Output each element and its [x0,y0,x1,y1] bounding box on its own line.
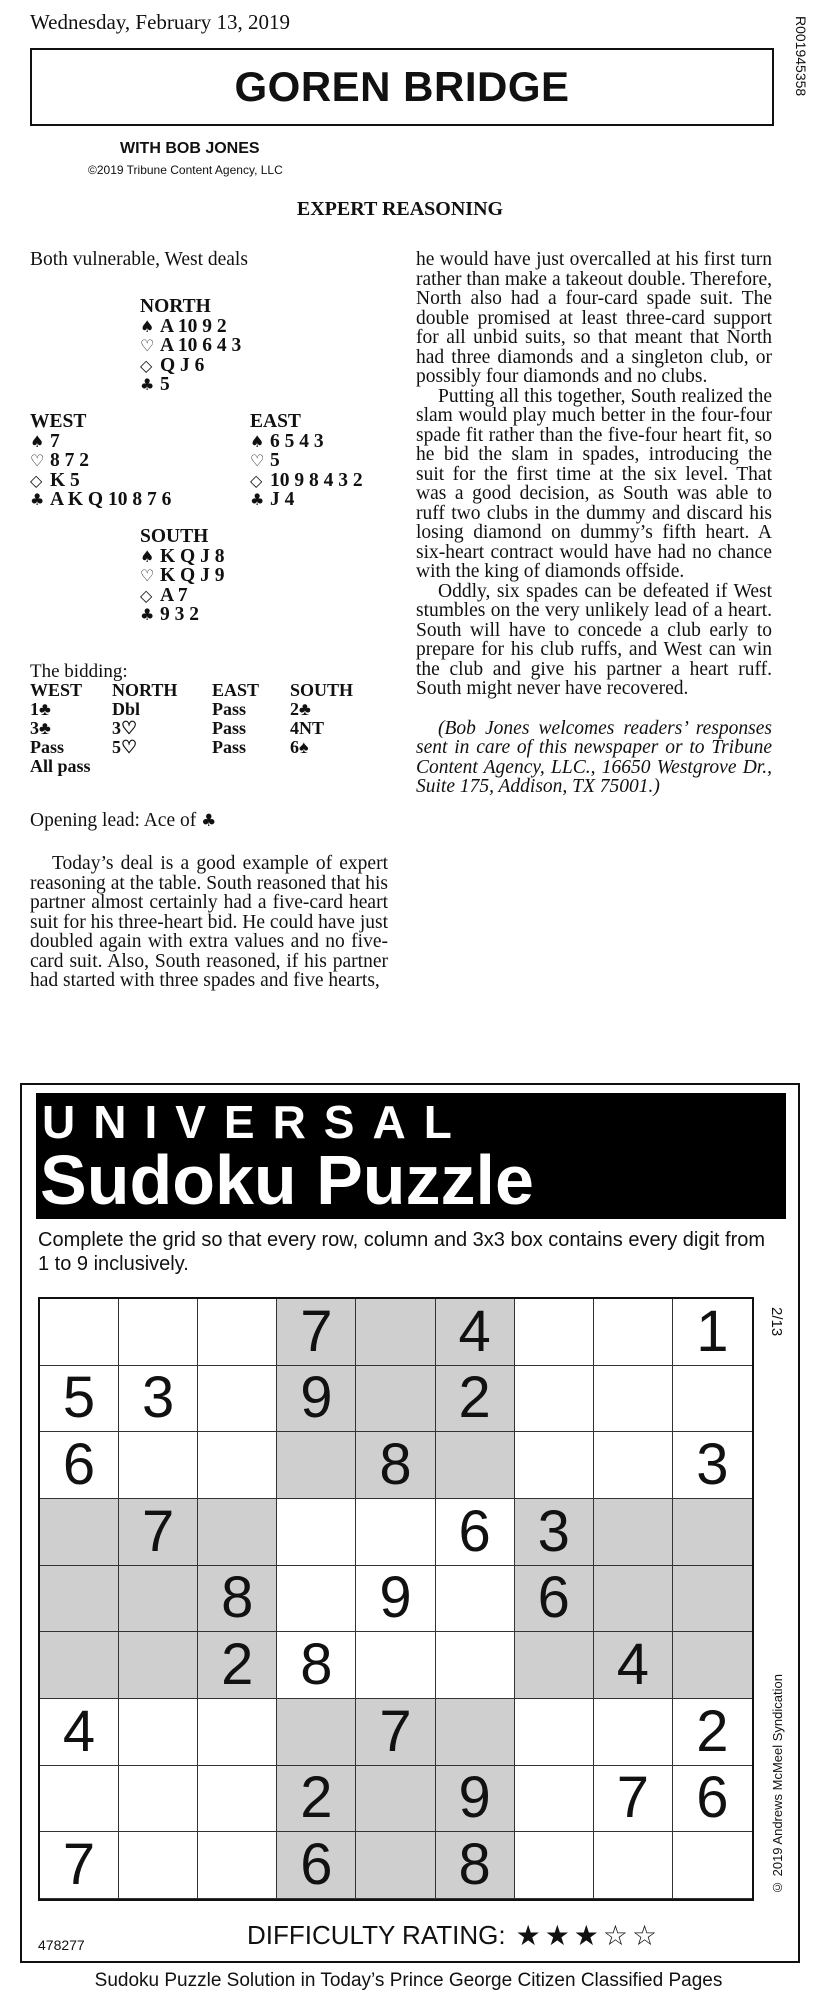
sudoku-cell: 3 [673,1432,752,1499]
bid-cell: 4NT [290,718,325,738]
sudoku-cell: 2 [198,1632,277,1699]
sudoku-cell [40,1766,119,1833]
sudoku-cell [515,1766,594,1833]
article-paragraph: Putting all this together, South realized the slam would play much better in the four-four spade fit rather than the five-four heart fit, so he bid the slam in spades, introducing the suit for the first time at the six level. That was a good decision, as South was able to ruff two clubs in the dummy and discard his losing diamond on dummy’s fifth heart. A six-heart contract would have had no chance with the king of diamonds offside. [416,385,772,582]
south-clubs: 9 3 2 [160,604,199,625]
sudoku-cell [594,1699,673,1766]
sudoku-cell: 2 [673,1699,752,1766]
club-icon: ♣ [140,375,155,394]
bid-cell: 6♠ [290,737,309,757]
south-diamonds: A 7 [160,584,188,606]
sudoku-cell: 2 [277,1766,356,1833]
west-spades: 7 [50,430,60,452]
sudoku-cell [436,1632,515,1699]
sudoku-cell [594,1432,673,1499]
bidding-section [30,662,370,776]
heart-icon: ♡ [30,451,45,470]
sudoku-cell [40,1632,119,1699]
sudoku-cell [356,1766,435,1833]
sudoku-cell [436,1699,515,1766]
sudoku-cell [673,1566,752,1633]
sudoku-cell: 4 [40,1699,119,1766]
copyright: ©2019 Tribune Content Agency, LLC [88,163,283,177]
hand-north [140,297,241,395]
column-left [30,250,388,270]
sudoku-cell [198,1699,277,1766]
star-filled-icon: ★ [515,1919,541,1952]
club-icon: ♣ [201,811,217,831]
hand-name: EAST [250,411,301,432]
sudoku-cell [40,1566,119,1633]
hand-south [140,527,224,625]
sudoku-cell [515,1632,594,1699]
byline: WITH BOB JONES [120,140,260,157]
south-hearts: K Q J 9 [160,565,225,586]
sudoku-puzzle [20,1083,800,1963]
difficulty-label: DIFFICULTY RATING: [247,1920,506,1950]
heart-icon: ♡ [140,336,155,355]
syndication-credit: © 2019 Andrews McMeel Syndication [770,1674,785,1895]
sudoku-cell: 6 [40,1432,119,1499]
publication-date: Wednesday, February 13, 2019 [30,10,290,34]
star-empty-icon: ☆ [632,1919,658,1952]
sudoku-cell [673,1832,752,1899]
hand-name: WEST [30,411,87,432]
sudoku-cell [594,1366,673,1433]
sudoku-cell [119,1566,198,1633]
sudoku-cell: 6 [436,1499,515,1566]
sudoku-cell: 7 [119,1499,198,1566]
heart-icon: ♡ [140,566,155,585]
sudoku-cell: 7 [40,1832,119,1899]
column-left-body [30,854,388,991]
diamond-icon: ◇ [140,355,153,375]
heart-icon: ♡ [250,451,265,470]
club-icon: ♣ [30,490,45,509]
star-empty-icon: ☆ [602,1919,629,1952]
sudoku-cell: 8 [356,1432,435,1499]
sudoku-cell [436,1432,515,1499]
club-icon: ♣ [140,605,155,624]
article-paragraph: Oddly, six spades can be defeated if West stumbles on the very unlikely lead of a heart. South will have to concede a club early to prepare for his club ruffs, and West can win the club and give his partner a heart ruff. South might never have recovered. [416,580,772,699]
sudoku-cell [277,1432,356,1499]
sudoku-cell [515,1699,594,1766]
bidding-table [30,681,370,776]
sudoku-cell [198,1766,277,1833]
diamond-icon: ◇ [140,585,153,605]
sudoku-cell [673,1366,752,1433]
sudoku-banner [36,1093,786,1219]
sudoku-cell [594,1566,673,1633]
sudoku-cell [356,1632,435,1699]
sudoku-cell [594,1299,673,1366]
east-diamonds: 10 9 8 4 3 2 [270,469,363,491]
sudoku-cell [119,1766,198,1833]
north-spades: A 10 9 2 [160,315,227,337]
side-id: R001945358 [793,16,809,97]
bid-cell: Pass [212,718,247,738]
bid-cell: 2♣ [290,699,311,719]
bid-header: NORTH [112,680,178,700]
sudoku-cell [198,1432,277,1499]
bid-cell: 1♣ [30,699,51,719]
sudoku-cell [277,1566,356,1633]
sudoku-cell [673,1499,752,1566]
opening-lead [30,810,216,832]
sudoku-cell [40,1499,119,1566]
sudoku-cell: 9 [356,1566,435,1633]
vulnerability-line: Both vulnerable, West deals [30,249,248,270]
sudoku-cell: 5 [40,1366,119,1433]
sudoku-cell: 7 [356,1699,435,1766]
spade-icon: ♠ [250,431,265,451]
sudoku-cell [356,1832,435,1899]
sudoku-instructions: Complete the grid so that every row, column and 3x3 box contains every digit from 1 to 9 inclusively. [38,1229,766,1275]
sudoku-cell: 2 [436,1366,515,1433]
sudoku-cell [515,1432,594,1499]
sudoku-cell [594,1499,673,1566]
sudoku-cell [356,1499,435,1566]
article-paragraph: Today’s deal is a good example of expert reasoning at the table. South reasoned that his partner almost certainly had a five-card heart suit for his three-heart bid. He could have just doubled again with extra values and no five-card suit. Also, South reasoned, if his partner had started with three spades and five hearts, [30,853,388,991]
sudoku-cell [356,1366,435,1433]
sudoku-cell [515,1832,594,1899]
bid-header: EAST [212,680,260,700]
sudoku-cell: 9 [277,1366,356,1433]
sudoku-cell [198,1832,277,1899]
sudoku-cell: 4 [594,1632,673,1699]
east-clubs: J 4 [270,489,295,510]
sudoku-cell [436,1566,515,1633]
sudoku-cell [198,1366,277,1433]
sudoku-cell [119,1832,198,1899]
diamond-icon: ◇ [250,470,263,490]
sudoku-grid [38,1297,754,1901]
headline: EXPERT REASONING [296,198,504,220]
sudoku-cell [119,1432,198,1499]
hand-east [250,412,363,510]
sudoku-cell [119,1699,198,1766]
bid-header: SOUTH [290,680,354,700]
diamond-icon: ◇ [30,470,43,490]
east-spades: 6 5 4 3 [270,430,324,452]
sudoku-cell: 1 [673,1299,752,1366]
bid-header: WEST [30,680,83,700]
north-hearts: A 10 6 4 3 [160,335,242,356]
column-right [416,250,772,797]
sudoku-cell: 6 [277,1832,356,1899]
opening-lead-text: Opening lead: Ace of [30,810,197,831]
sudoku-cell [356,1299,435,1366]
west-hearts: 8 7 2 [50,450,89,471]
sudoku-cell: 3 [119,1366,198,1433]
sudoku-cell [673,1632,752,1699]
east-hearts: 5 [270,450,280,471]
bid-cell: Pass [30,737,65,757]
sudoku-cell [277,1699,356,1766]
sudoku-cell: 8 [277,1632,356,1699]
difficulty-stars [516,1919,658,1952]
bid-cell: 3♣ [30,718,51,738]
sudoku-cell: 3 [515,1499,594,1566]
west-clubs: A K Q 10 8 7 6 [50,489,172,510]
difficulty-rating [247,1919,657,1952]
puzzle-number: 478277 [38,1937,85,1953]
sudoku-cell [119,1299,198,1366]
sudoku-cell: 6 [673,1766,752,1833]
sudoku-cell [277,1499,356,1566]
column-title-box [30,48,774,126]
sudoku-cell: 8 [198,1566,277,1633]
star-filled-icon: ★ [544,1919,570,1952]
bidding-label: The bidding: [30,661,128,682]
bid-end: All pass [30,756,91,776]
sudoku-cell: 8 [436,1832,515,1899]
bid-cell: Dbl [112,699,141,719]
sudoku-cell [119,1632,198,1699]
sudoku-cell [40,1299,119,1366]
sudoku-cell [515,1299,594,1366]
bid-cell: Pass [212,699,247,719]
sudoku-cell [198,1299,277,1366]
sudoku-cell: 6 [515,1566,594,1633]
banner-line-1: UNIVERSAL [42,1096,470,1148]
hand-west [30,412,171,510]
grid-date: 2/13 [768,1307,785,1337]
banner-line-2: Sudoku Puzzle [40,1141,534,1219]
sudoku-cell [198,1499,277,1566]
author-note: (Bob Jones welcomes readers’ responses sent in care of this newspaper or to Tribune Content Agency, LLC., 16650 Westgrove Dr., Suite 175, Addison, TX 75001.) [416,717,772,797]
sudoku-cell: 4 [436,1299,515,1366]
bid-cell: 3♡ [112,718,138,738]
hand-name: SOUTH [140,526,209,547]
star-filled-icon: ★ [573,1919,599,1952]
footer-note: Sudoku Puzzle Solution in Today’s Prince George Citizen Classified Pages [94,1970,723,1991]
sudoku-cell [594,1832,673,1899]
sudoku-cell: 7 [594,1766,673,1833]
north-diamonds: Q J 6 [160,354,205,376]
west-diamonds: K 5 [50,469,80,491]
club-icon: ♣ [250,490,265,509]
south-spades: K Q J 8 [160,545,225,567]
spade-icon: ♠ [140,546,155,566]
bid-cell: Pass [212,737,247,757]
north-clubs: 5 [160,374,170,395]
sudoku-cell [515,1366,594,1433]
column-title: GOREN BRIDGE [234,63,570,110]
article-paragraph: he would have just overcalled at his first turn rather than make a takeout double. Therefore, North also had a four-card spade suit. The double promised at least three-card support for all unbid suits, so that meant that North had three diamonds and a singleton club, or possibly four diamonds and no clubs. [416,249,772,387]
hand-name: NORTH [140,296,211,317]
sudoku-cell: 7 [277,1299,356,1366]
sudoku-cell: 9 [436,1766,515,1833]
spade-icon: ♠ [30,431,45,451]
spade-icon: ♠ [140,316,155,336]
bid-cell: 5♡ [112,737,138,757]
